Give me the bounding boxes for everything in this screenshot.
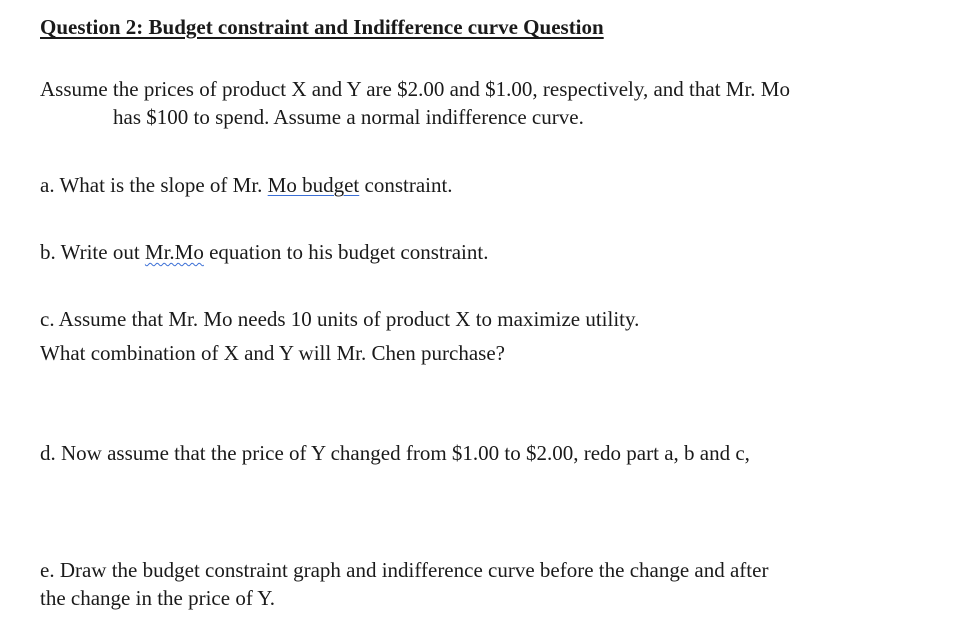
intro-line-2: has $100 to spend. Assume a normal indifference curve. xyxy=(113,105,584,129)
part-e-line-1: e. Draw the budget constraint graph and indifference curve before the change and after xyxy=(40,558,769,582)
part-b-flagged-text: Mr.Mo xyxy=(144,240,204,264)
part-b xyxy=(40,239,488,265)
intro-line-1: Assume the prices of product X and Y are $2.00 and $1.00, respectively, and that Mr. Mo xyxy=(40,77,790,101)
part-b-text-before: b. Write out xyxy=(40,240,145,264)
part-a-text-after: constraint. xyxy=(359,173,453,197)
part-a-flagged-text: Mo budget xyxy=(267,173,360,197)
part-e-line-2: the change in the price of Y. xyxy=(40,586,275,610)
part-b-text-after: equation to his budget constraint. xyxy=(203,240,489,264)
part-c-line-1: c. Assume that Mr. Mo needs 10 units of product X to maximize utility. xyxy=(40,307,640,331)
part-d: d. Now assume that the price of Y changed from $1.00 to $2.00, redo part a, b and c, xyxy=(40,441,750,465)
part-a-text-before: a. What is the slope of Mr. xyxy=(40,173,268,197)
part-a xyxy=(40,172,453,198)
part-c-line-2: What combination of X and Y will Mr. Chen purchase? xyxy=(40,341,505,365)
question-title: Question 2: Budget constraint and Indifference curve Question xyxy=(40,15,604,39)
